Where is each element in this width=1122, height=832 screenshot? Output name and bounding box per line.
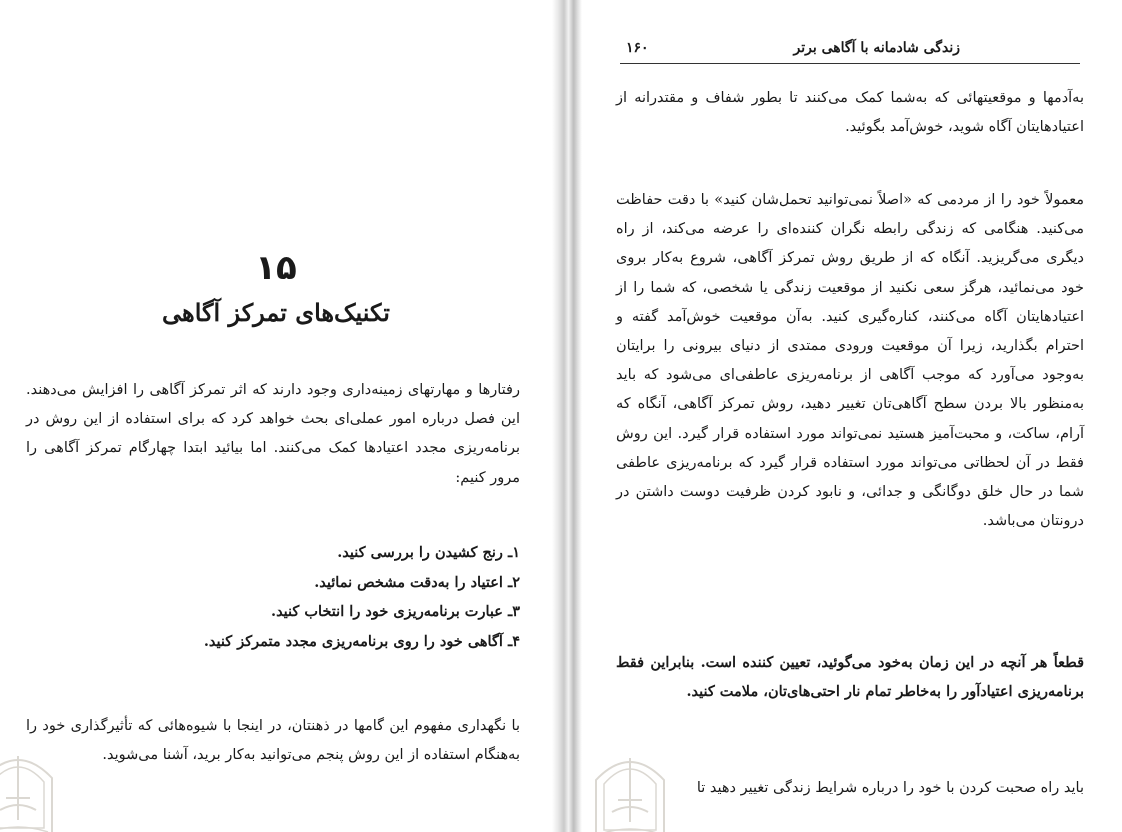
intro-paragraph: رفتارها و مهارتهای زمینه‌داری وجود دارند که اثر تمرکز آگاهی را افزایش می‌دهند. این فصل درباره امور عملی‌ای بحث خواهد کرد که برای استفاده از این روش در برنامه‌ریزی مجدد اعتیادها کمک می‌کنند. اما بیائید ابتدا چهارگام تمرکز آگاهی را مرور کنیم: (26, 382, 520, 486)
paragraph: به‌آدمها و موقعیتهائی که به‌شما کمک می‌کنند تا بطور شفاف و مقتدرانه از اعتیادهایتان آگاه شوید، خوش‌آمد بگوئید. (616, 90, 1084, 136)
step-item: ۲ـ اعتیاد را به‌دقت مشخص نمائید. (314, 573, 520, 591)
running-title: زندگی شادمانه با آگاهی برتر (793, 40, 960, 56)
library-seal-icon (0, 738, 58, 832)
chapter-title: تکنیک‌های تمرکز آگاهی (162, 298, 390, 327)
bold-paragraph: قطعاً هر آنچه در این زمان به‌خود می‌گوئید، تعیین کننده است. بنابراین فقط برنامه‌ریزی اعتیادآور را به‌خاطر تمام نار احتی‌های‌تان، ملامت کنید. (616, 654, 1084, 701)
paragraph-block (616, 774, 1084, 803)
paragraph: معمولاً خود را از مردمی که «اصلاً نمی‌توانید تحمل‌شان کنید» با دقت حفاظت می‌کنید. هنگامی که زندگی رابطه نگران کننده‌ای را عرضه می‌کند، از راه دیگری می‌گریزید. آنگاه که از طریق روش تمرکز آگاهی، شروع به‌کار بروی خود می‌نمائید، هرگز سعی نکنید از موقعیت زندگی یا شخصی، که شما را از اعتیادهایتان آگاه می‌کنند، کناره‌گیری کنید. به‌آن موقعیت خوش‌آمد گفته و احترام بگذارید، زیرا آن موقعیت ورودی ممتدی از دنیای بیرونی را برایتان به‌وجود می‌آورد که موجب آگاهی از برنامه‌ریزی عاطفی‌ای می‌شود که باید به‌منظور بالا بردن سطح آگاهی‌تان تغییر دهید، روش تمرکز آگاهی، آنگاه که آرام، ساکت، و محبت‌آمیز هستید نمی‌تواند مورد استفاده قرار گیرد. این روش فقط در آن لحظاتی می‌تواند مورد استفاده قرار گیرد که برنامه‌ریزی عاطفی شما در حال خلق دوگانگی و جدائی، و نابود کردن ظرفیت دوست داشتن در درونتان می‌باشد. (616, 192, 1084, 530)
book-gutter (552, 0, 582, 832)
page-number: ۱۶۰ (626, 40, 649, 56)
chapter-number: ۱۵ (255, 248, 297, 288)
chapter-intro (26, 376, 520, 493)
steps-list (60, 538, 520, 656)
right-page (582, 0, 1122, 832)
paragraph-block (616, 84, 1084, 142)
step-item: ۴ـ آگاهی خود را روی برنامه‌ریزی مجدد متمرکز کنید. (203, 632, 520, 650)
library-seal-icon (590, 740, 670, 832)
bold-paragraph-block (616, 648, 1084, 706)
closing-paragraph-block (26, 712, 520, 770)
step-item: ۱ـ رنج کشیدن را بررسی کنید. (337, 544, 520, 561)
running-header (620, 36, 1080, 64)
step-item: ۳ـ عبارت برنامه‌ریزی خود را انتخاب کنید. (271, 603, 520, 620)
paragraph: باید راه صحبت کردن با خود را درباره شرایط زندگی تغییر دهید تا (696, 780, 1084, 796)
closing-paragraph: با نگهداری مفهوم این گامها در ذهنتان، در اینجا با شیوه‌هائی که تأثیرگذاری خود را به‌هنگام استفاده از این روش پنجم می‌توانید به‌کار برید، آشنا می‌شوید. (26, 718, 520, 764)
left-page (0, 0, 552, 832)
paragraph-block (616, 186, 1084, 536)
